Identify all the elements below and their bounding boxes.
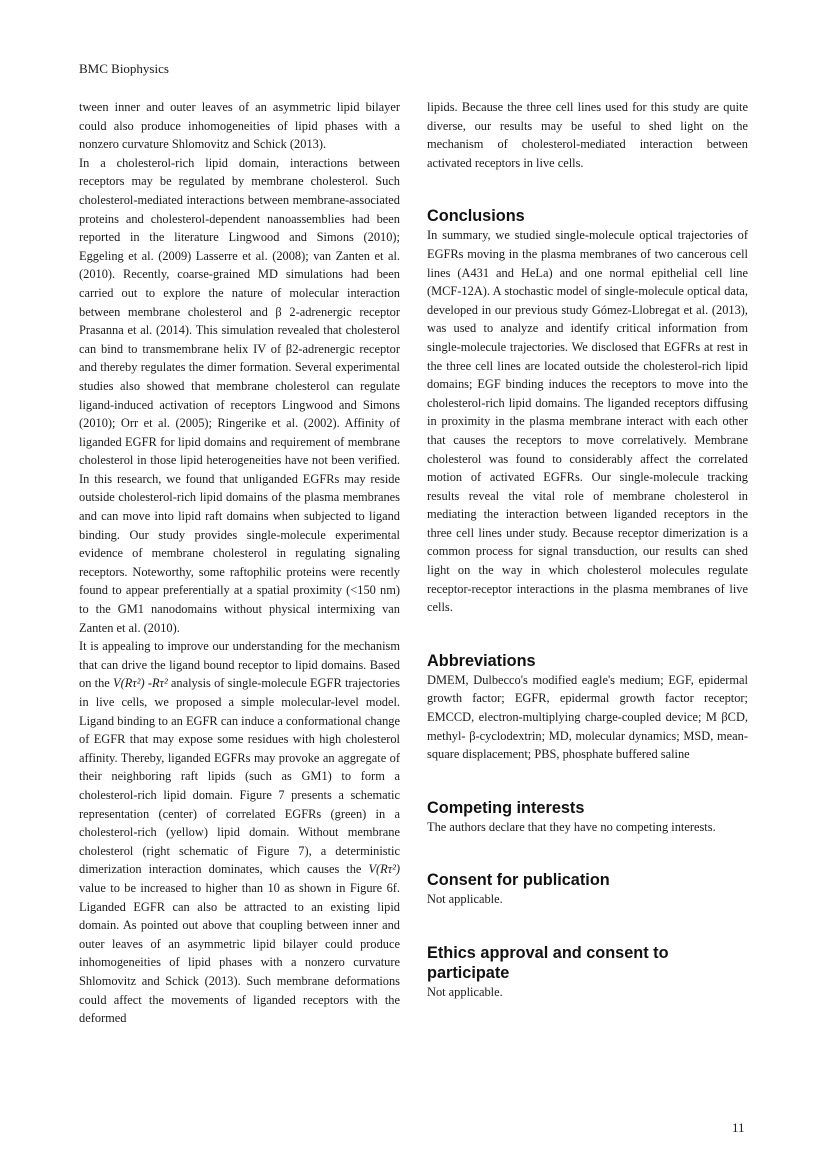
right-column [427,98,748,1002]
journal-name: BMC Biophysics [79,61,169,76]
consent-text: Not applicable. [427,892,503,907]
abbreviations-text: DMEM, Dulbecco's modified eagle's medium; EGF, epidermal growth factor; EGFR, epidermal growth factor receptor; EMCCD, electron-multiplying charge-coupled device; M βCD, methyl- β-cyclodextrin; MD, molecular dynamics; MSD, mean-square displacement; PBS, phosphate buffered saline [427,672,748,762]
page-number: 11 [732,1120,745,1135]
section-heading-conclusions: Conclusions [427,207,525,226]
conclusions-text: In summary, we studied single-molecule optical trajectories of EGFRs moving in the plasma membranes of two cancerous cell lines (A431 and HeLa) and one normal epithelial cell line (MCF-12A). A stochastic model of single-molecule optical data, developed in our previous study Gómez-Llobregat et al. (2013), was used to analyze and identify critical information from single-molecule trajectories. We disclosed that EGFRs at rest in the three cell lines are located outside the cholesterol-rich lipid domains; EGF binding induces the receptors to move into the cholesterol-rich lipid domains. The liganded receptors diffusing in proximity in the plasma membrane interact with each other that causes the receptors to move correlatively. Membrane cholesterol was found to considerably affect the correlated motion of activated EGFRs. Our single-molecule tracking results reveal the vital role of membrane cholesterol in mediating the interaction between liganded receptors in the three cell lines under study. Because receptor dimerization is a common process for signal transduction, our results can shed light on the way in which cholesterol molecules regulate receptor-receptor interactions in the plasma membranes of live cells. [427,228,748,615]
paragraph-continued: lipids. Because the three cell lines used for this study are quite diverse, our results may be useful to shed light on the mechanism of cholesterol-mediated interaction between activated receptors in live cells. [427,100,748,170]
paragraph-continued: tween inner and outer leaves of an asymmetric lipid bilayer could also produce inhomogeneities of lipid phases with a nonzero curvature Shlomovitz and Schick (2013). [79,100,400,152]
section-heading-competing-interests: Competing interests [427,798,585,817]
text-segment: analysis of single-molecule EGFR trajectories in live cells, we proposed a simple molecular-level model. Ligand binding to an EGFR can induce a conformational change of EGFR that may expose some residues with high cholesterol affinity. Thereby, liganded EGFRs may provoke an aggregate of their neighboring raft lipids (such as GM1) to form a cholesterol-rich lipid domain. Figure 7 presents a schematic representation (center) of correlated EGFRs (green) in a cholesterol-rich (yellow) lipid domain. Without membrane cholesterol (right schematic of Figure 7), a deterministic dimerization interaction dominates, which causes the [79,676,400,877]
math-variance-expression: V(Rτ²) -Rτ² [113,676,168,691]
section-heading-consent: Consent for publication [427,871,610,890]
paragraph-cholesterol-domain: In a cholesterol-rich lipid domain, interactions between receptors may be regulated by membrane cholesterol. Such cholesterol-mediated interactions between membrane-associated proteins and cholesterol-dependent nanoassemblies had been reported in the literature Lingwood and Simons (2010); Eggeling et al. (2009) Lasserre et al. (2008); van Zanten et al. (2010). Recently, coarse-grained MD simulations had been carried out to explore the nature of molecular interaction between membrane cholesterol and β 2-adrenergic receptor Prasanna et al. (2014). This simulation revealed that cholesterol can bind to transmembrane helix IV of β2-adrenergic receptor and thereby regulates the dimer formation. Several experimental studies also showed that membrane cholesterol can regulate ligand-induced activation of receptors Lingwood and Simons (2010); Orr et al. (2005); Ringerike et al. (2002). Affinity of liganded EGFR for lipid domains and requirement of membrane cholesterol in those lipid heterogeneities have not been verified. In this research, we found that unliganded EGFRs may reside outside cholesterol-rich lipid domains of the plasma membranes and can move into lipid raft domains when subjected to ligand binding. Our study provides single-molecule experimental evidence of membrane cholesterol in regulating signaling receptors. Noteworthy, some raftophilic proteins were recently found to appear preferentially at a spatial proximity (<150 nm) to the GM1 nanodomains without physical intermixing van Zanten et al. (2010). [79,155,400,635]
ethics-text: Not applicable. [427,985,503,999]
text-segment: It is appealing to improve our understanding for the mechanism that can drive the ligand bound receptor to lipid domains. Based on the [79,639,400,691]
text-segment: value to be increased to higher than 10 as shown in Figure 6f. Liganded EGFR can also be attracted to an existing lipid domain. As pointed out above that coupling between inner and outer leaves of an asymmetric lipid bilayer could produce inhomogeneities of lipid phases with a nonzero curvature Shlomovitz and Schick (2013). Such membrane deformations could affect the movements of liganded receptors with the deformed [79,880,400,1026]
math-variance-term: V(Rτ²) [368,862,400,877]
left-column [79,98,400,1028]
section-heading-abbreviations: Abbreviations [427,651,536,670]
competing-interests-text: The authors declare that they have no competing interests. [427,819,716,834]
section-heading-ethics: Ethics approval and consent to participate [427,944,669,982]
paragraph-mechanism [79,637,400,1027]
